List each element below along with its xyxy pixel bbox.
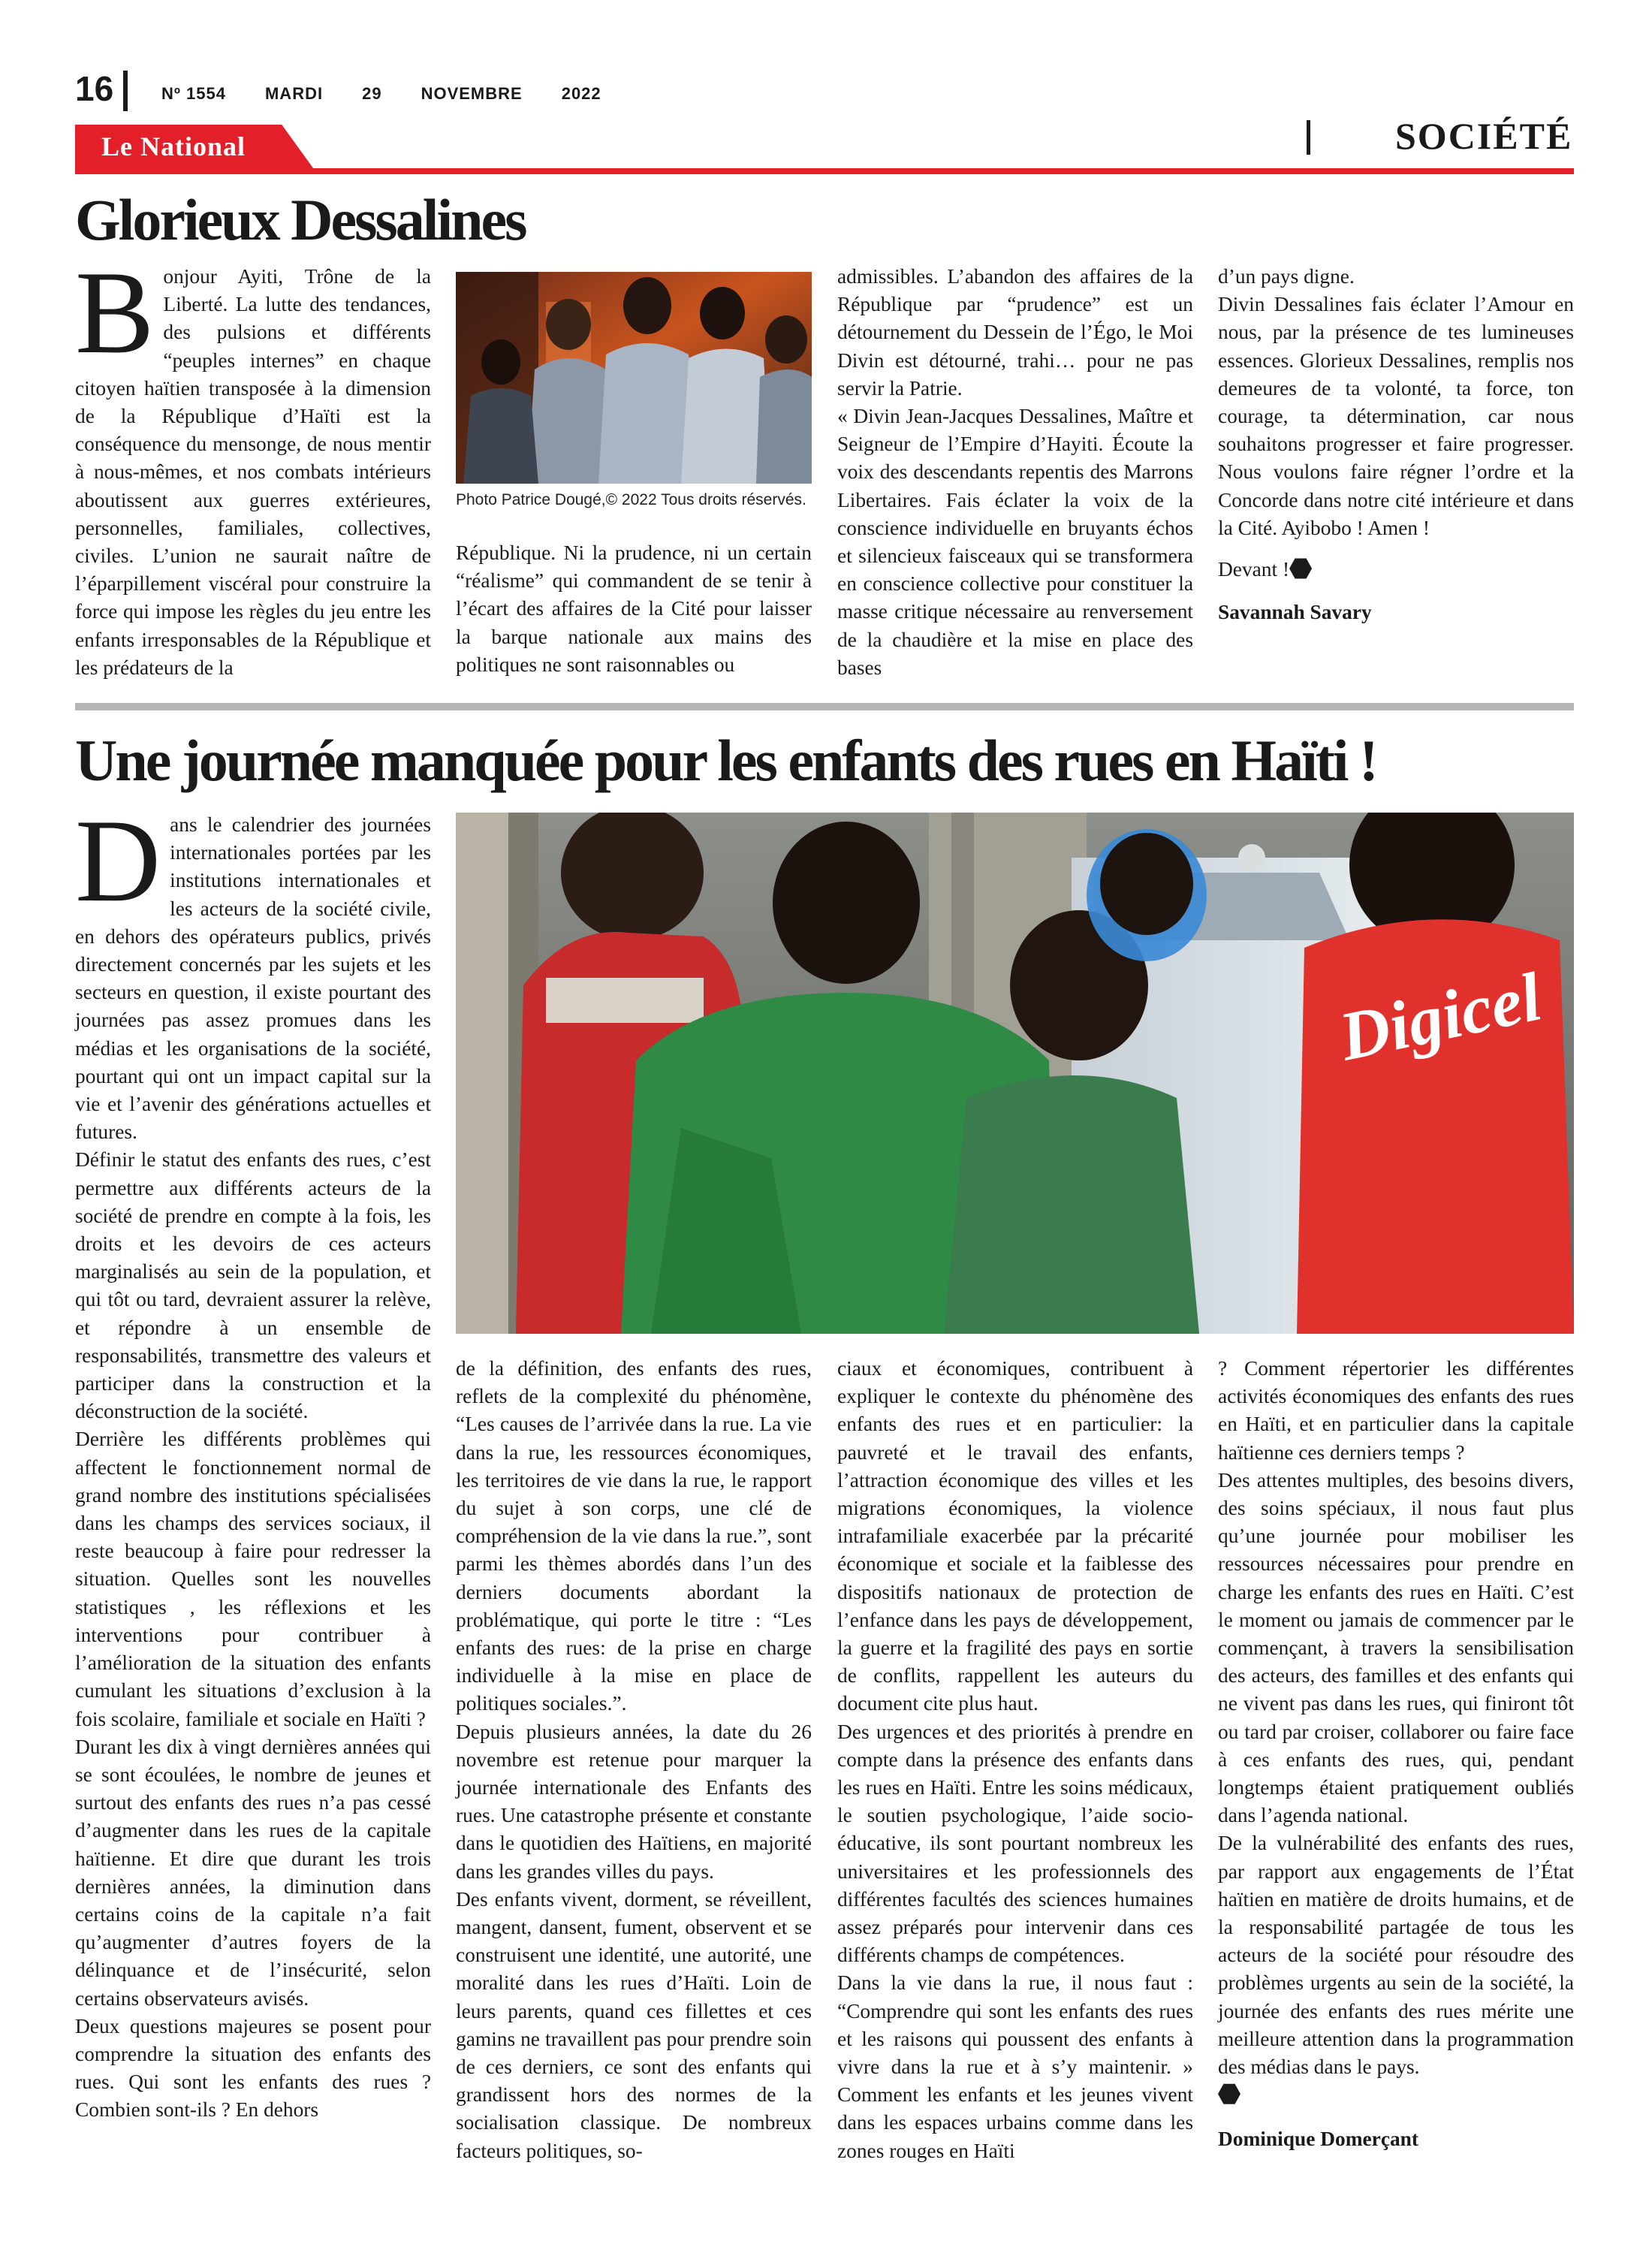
article2-col1-p5: Deux questions majeures se posent pour comprendre la situation des enfants des rues. Qui sont les enfants des rues ? Combien sont-ils ? En dehors <box>75 2014 431 2122</box>
article1-closing: Devant ! <box>1218 558 1290 581</box>
article2-col1-p3: Derrière les différents problèmes qui affectent le fonctionnement normal de grand nombre des institutions spécialisées dans les champs des services sociaux, il reste beaucoup à faire pour redresser la situation. Quelles sont les nouvelles statistiques , les réflexions et les interventions pour contribuer à l’amélioration de la situation des enfants cumulant les situations d’exclusion à la fois scolaire, familiale et sociale en Haïti ? <box>75 1428 431 1730</box>
article1-column-1 <box>75 247 431 682</box>
article1-photo-caption: Photo Patrice Dougé,© 2022 Tous droits réservés. <box>456 491 806 508</box>
article2-col4-p3: De la vulnérabilité des enfants des rues, par rapport aux engagements de l’État haïtien en matière de droits humains, et de la responsabilité partagée de tous les acteurs de la société pour résoudre des problèmes urgents au sein de la société, la journée des enfants des rues mérite une meilleure attention dans la programmation des médias dans le pays. <box>1218 1832 1574 2079</box>
article1-drop-cap: B <box>75 247 155 379</box>
section-title: SOCIÉTÉ <box>1395 115 1573 157</box>
article2-drop-cap: D <box>75 795 161 927</box>
shirt-text: Digicel <box>1332 958 1548 1075</box>
article2-col3-p3: Dans la vie dans la rue, il nous faut : “Comprendre qui sont les enfants des rues et les raisons qui poussent des enfants à vivre dans la rue et à s’y maintenir. » Comment les enfants et les jeunes vivent dans les espaces urbains comme dans les zones rouges en Haïti <box>837 1971 1193 2162</box>
article1-col3-p2: « Divin Jean-Jacques Dessalines, Maître et Seigneur de l’Empire d’Hayiti. Écoute la voix des descendants repentis des Marrons Libertaires. Fais éclater la voix de la conscience individuelle en bruyants échos et silencieux faisceaux qui se transformera en conscience collective pour constituer la masse critique nécessaire au renversement de la chaudière et la mise en place des bases <box>837 405 1193 679</box>
article-separator <box>75 703 1574 710</box>
article1-col1-text: onjour Ayiti, Trône de la Liberté. La lutte des tendances, des pulsions et différents “peuples internes” en chaque citoyen haïtien transposée à la dimension de la République d’Haïti est la conséquence du mensonge, de nous mentir à nous-mêmes, et nos combats intérieurs aboutissent aux guerres extérieures, personnelles, familiales, collectives, civiles. L’union ne saurait naître de l’éparpillement viscéral pour construire la force qui impose les règles du jeu entre les enfants irresponsables de la République et les prédateurs de la <box>75 265 431 679</box>
article2-column-3 <box>837 1355 1193 2165</box>
article2-col2-p3: Des enfants vivent, dorment, se réveillent, mangent, dansent, fument, observent et se construisent une identité, une autorité, une moralité dans les rues d’Haïti. Loin de leurs parents, quand ces fillettes et ces gamins ne travaillent pas pour prendre soin de ces derniers, ce sont des enfants qui grandissent hors des normes de la socialisation classique. De nombreux facteurs politiques, so- <box>456 1887 812 2162</box>
article2-col1-p2: Définir le statut des enfants des rues, c’est permettre aux différents acteurs de la société de prendre en compte à la fois, les droits et les devoirs de ces acteurs marginalisés au sein de la population, et qui tôt ou tard, devraient assurer la relève, et répondre à un ensemble de responsabilités, transmettre des valeurs et participer dans la construction et la déconstruction de la société. <box>75 1148 431 1423</box>
article1-col4-p1: d’un pays digne. <box>1218 265 1355 288</box>
article2-col2-p1: de la définition, des enfants des rues, reflets de la complexité du phénomène, “Les causes de l’arrivée dans la rue. La vie dans la rue, les ressources économiques, les territoires de vie dans la rue, le rapport du sujet à son corps, une clé de compréhension de la vie dans la rue.”, sont parmi les thèmes abordés dans l’un des derniers documents abordant la problématique, qui porte le titre : “Les enfants des rues: de la prise en charge individuelle à la mise en place de politiques sociales.”. <box>456 1357 812 1715</box>
issue-year: 2022 <box>561 84 601 103</box>
article2-col1-p4: Durant les dix à vingt dernières années qui se sont écoulées, le nombre de jeunes et surtout des enfants des rues n’a pas cessé d’augmenter dans les rues de la capitale haïtienne. Et dire que durant les trois dernières années, la diminution dans certains coins de la capitale n’a fait qu’augmenter d’autres foyers de la délinquance et de l’insécurité, selon certains observateurs avisés. <box>75 1735 431 2010</box>
issue-day: 29 <box>362 84 382 103</box>
article1-author: Savannah Savary <box>1218 601 1372 624</box>
page-number: 16 <box>75 69 114 108</box>
issue-info <box>161 84 641 104</box>
header-divider <box>123 71 128 111</box>
article2-photo <box>456 813 1574 1334</box>
end-mark-icon <box>1289 557 1312 580</box>
issue-weekday: MARDI <box>264 84 324 103</box>
street-children-photo-icon <box>456 813 1574 1334</box>
section-divider <box>1307 120 1310 155</box>
article1-col3-p1: admissibles. L’abandon des affaires de la République par “prudence” est un détournement du Dessein de l’Égo, le Moi Divin est détourné, trahi… pour ne pas servir la Patrie. <box>837 265 1193 400</box>
article2-col3-p2: Des urgences et des priorités à prendre en compte dans la présence des enfants dans les rues en Haïti. Entre les soins médicaux, le soutien psychologique, l’aide socio-éducative, ils sont pourtant nombreux les universitaires et les professionnels des différentes facultés des sciences humaines assez préparés pour intervenir dans ces différents champs de compétences. <box>837 1720 1193 1967</box>
article2-col2-p2: Depuis plusieurs années, la date du 26 novembre est retenue pour marquer la journée internationale des Enfants des rues. Une catastrophe présente et constante dans le quotidien des Haïtiens, en majorité dans les grandes villes du pays. <box>456 1720 812 1883</box>
article1-col4-p2: Divin Dessalines fais éclater l’Amour en nous, par la présence de tes lumineuses essences. Glorieux Dessalines, remplis nos demeures de ta volonté, ta force, ton courage, ta détermination, car nous souhaitons progresser et faire progresser. Nous voulons faire régner l’ordre et la Concorde dans notre cité intérieure et dans la Cité. Ayibobo ! Amen ! <box>1218 293 1574 539</box>
paper-name: Le National <box>101 131 246 161</box>
article2-column-2 <box>456 1355 812 2165</box>
article1-title: Glorieux Dessalines <box>75 187 526 252</box>
article2-col4-p1: ? Comment répertorier les différentes activités économiques des enfants des rues en Haïti, et en particulier dans la capitale haïtienne ces derniers temps ? <box>1218 1357 1574 1464</box>
article2-col4-p2: Des attentes multiples, des besoins divers, des soins spéciaux, il nous faut plus qu’une journée pour mobiliser les ressources nécessaires pour prendre en charge les enfants des rues en Haïti. C’est le moment ou jamais de commencer par le commençant, à travers la sensibilisation des acteurs, des familles et des enfants qui ne vivent pas dans les rues, qui finiront tôt ou tard par croiser, collaborer ou faire face à ces enfants des rues, qui, pendant longtemps étaient pratiquement oubliés dans l’agenda national. <box>1218 1468 1574 1827</box>
people-photo-icon <box>456 272 812 484</box>
article1-col2-text: République. Ni la prudence, ni un certain “réalisme” qui commandent de se tenir à l’écart des affaires de la Cité pour laisser la barque nationale aux mains des politiques ne sont raisonnables ou <box>456 541 812 676</box>
issue-month: NOVEMBRE <box>421 84 523 103</box>
end-mark-icon <box>1218 2083 1241 2105</box>
article1-column-3 <box>837 263 1193 682</box>
issue-number: Nº 1554 <box>161 84 226 103</box>
article2-col1-p1: ans le calendrier des journées internationales portées par les institutions internationales et les acteurs de la société civile, en dehors des opérateurs publics, privés directement concernés par les sujets et les secteurs en question, il existe pourtant des journées pas assez promues dans les médias et les organisations de la société, pourtant qui ont un impact capital sur la vie et l’avenir des générations actuelles et futures. <box>75 813 431 1144</box>
article1-column-4 <box>1218 263 1574 626</box>
article1-column-2 <box>456 539 812 679</box>
article2-col3-p1: ciaux et économiques, contribuent à expliquer le contexte du phénomène des enfants des rues et en particulier: la pauvreté et le travail des enfants, l’attraction économique des villes et les migrations économiques, la violence intrafamiliale exacerbée par la précarité économique et sociale et la faiblesse des dispositifs nationaux de protection de l’enfance dans les pays de développement, la guerre et la fragilité des pays en sortie de conflits, rappellent les auteurs du document cite plus haut. <box>837 1357 1193 1715</box>
article1-photo <box>456 272 812 484</box>
article2-author: Dominique Domerçant <box>1218 2128 1419 2151</box>
article2-title: Une journée manquée pour les enfants des rues en Haïti ! <box>75 728 1376 793</box>
article2-column-4 <box>1218 1355 1574 2154</box>
article2-column-1 <box>75 795 431 2125</box>
